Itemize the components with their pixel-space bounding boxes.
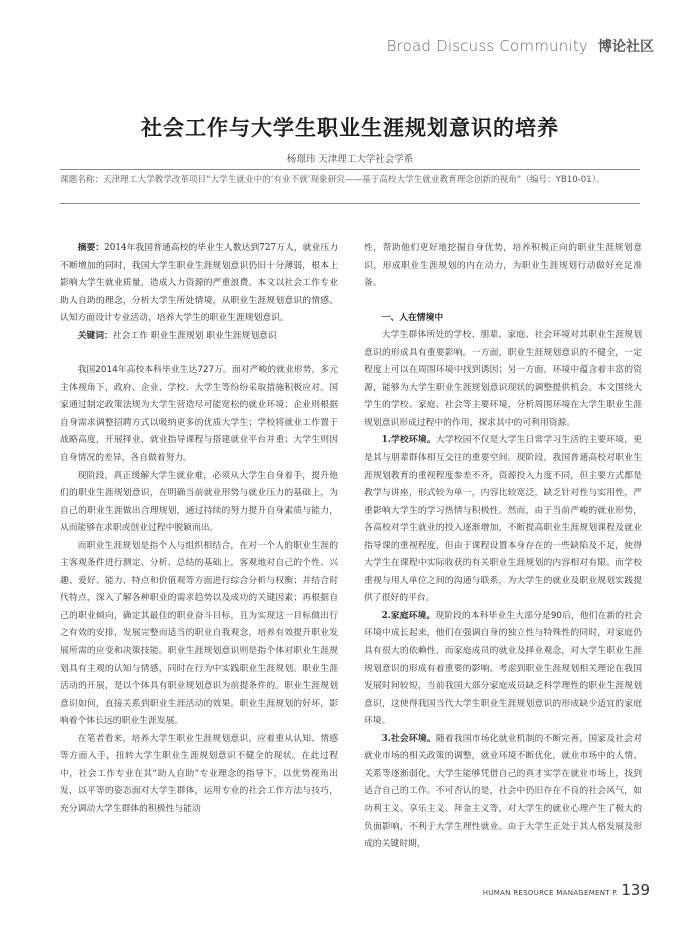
keywords-line <box>60 328 338 346</box>
society-text: 随着我国市场化就业机制的不断完善，国家及社会对就业市场的相关政策的调整，就业环境不断优化，就业市场中的人情、关系等逐渐弱化，大学生能够凭借自己的真才实学在就业市场上，找到适合自己的工作。不可否认的是，社会中仍旧存在不良的社会风气，如功利主义、享乐主义、拜金主义等，对大学生的就业心理产生了极大的负面影响，不利于大学生理性就业。由于大学生正处于其人格发展及形成的关键时期， <box>364 733 642 850</box>
society-lead: 3.社会环境。 <box>381 733 436 744</box>
body-paragraph: 现阶段，真正缓解大学生就业难，必须从大学生自身着手，提升他们的职业生涯规划意识，在明确当前就业形势与就业压力的基础上，为自己的职业生涯做出合理规划，通过持续的努力提升自身素质与能力，从而能够在求职或创业过程中脱颖而出。 <box>60 470 338 534</box>
body-paragraph: 在笔者看来，培养大学生职业生涯规划意识，应着重从认知、情感等方面入手，扭转大学生职业生涯规划意识不健全的现状。在此过程中，社会工作专业在其“助人自助”专业理念的指导下，以优势视角出发，以平等的姿态面对大学生群体，运用专业的社会工作方法与技巧，充分调动大学生群体的积极性与能动 <box>60 733 338 814</box>
header-divider-bottom <box>60 203 640 204</box>
keywords-text: 社会工作 职业生涯规划 职业生涯规划意识 <box>112 330 277 341</box>
article-title: 社会工作与大学生职业生涯规划意识的培养 <box>141 115 559 140</box>
body-paragraph: 我国2014年高校本科毕业生达727万。面对严峻的就业形势，多元主体视角下，政府、企业、学校、大学生等纷纷采取措施积极应对。国家通过制定政策法规为大学生营造尽可能宽松的就业环境；企业则根据自身需求调整招聘方式以吸纳更多的优质大学生；学校将就业工作置于战略高度，开展择业、就业指导课程与搭建就业平台并重；大学生则因自身情况的差异，各自做着努力。 <box>60 365 338 464</box>
abstract-spacer <box>60 345 338 362</box>
article-author: 杨璟玮 天津理工大学社会学系 <box>286 154 414 165</box>
header-chinese-title: 博论社区 <box>598 39 654 55</box>
section-heading: 一、人在情境中 <box>381 312 444 323</box>
body-paragraph: 而职业生涯规划是指个人与组织相结合，在对一个人的职业生涯的主客观条件进行测定、分析、总结的基础上，客观地对自己的个性、兴趣、爱好、能力、特点和价值观等方面进行综合分析与权衡；并结合时代特点，深入了解各种职业的需求趋势以及成功的关键因素；再根据自己的职业倾向，确定其最佳的职业奋斗目标，且为实现这一目标做出行之有效的安排，发展完整而适当的职业自我观念，培养有效提升职业发展所需的应变和决策技能。职业生涯规划意识则是指个体对职业生涯规划具有主观的认知与情感，同时在行为中实践职业生涯规划。职业生涯活动的开展，是以个体具有职业规划意识为前提条件的。职业生涯规划意识如何，直接关系到职业生涯活动的效果。职业生涯规划的好坏，影响着个体长远的职业生涯发展。 <box>60 540 338 727</box>
abstract-text: 2014年我国普通高校的毕业生人数达到727万人，就业压力不断增加的同时，我国大学生职业生涯规划意识仍旧十分薄弱，根本上影响大学生就业质量，造成人力资源的严重浪费。本文以社会工作专业助人自助的理念，分析大学生所处情境，从职业生涯规划意识的情感、认知方面设计专业活动，培养大学生的职业生涯规划意识。 <box>60 243 338 324</box>
header-english-title: Broad Discuss Community <box>386 37 588 55</box>
family-paragraph <box>364 608 642 731</box>
school-lead: 1.学校环境。 <box>381 435 436 446</box>
left-column <box>60 240 338 819</box>
abstract-paragraph <box>60 240 338 328</box>
footer-journal-label: HUMAN RESOURCE MANAGEMENT P. <box>482 889 619 897</box>
running-header <box>387 36 654 56</box>
school-text: 大学校园不仅是大学生日常学习生活的主要环境，更是其与朋辈群体相互交往的重要空间。现阶段，我国普通高校对职业生涯规划教育的重视程度参差不齐，资源投入力度不同，但主要方式都是教学与讲座，形式较为单一，内容比较宽泛，缺乏针对性与实用性，严重影响大学生的学习热情与积极性。然而，由于当前严峻的就业形势，各高校对学生就业的投入逐渐增加，不断提高职业生涯规划课程及就业指导课的重视程度，但由于课程设置本身存在的一些缺陷及不足，使得大学生在课程中实际收获的有关职业生涯规划的内容相对有限。而学校重视与用人单位之间的沟通与联系，为大学生的就业及职业规划实践提供了很好的平台。 <box>364 435 642 604</box>
abstract-label: 摘要： <box>77 243 105 253</box>
continuation-paragraph: 性，帮助他们更好地挖掘自身优势，培养积极正向的职业生涯规划意识，形成职业生涯规划的内在动力，为职业生涯规划行动做好充足准备。 <box>364 243 642 289</box>
school-paragraph <box>364 432 642 607</box>
section-spacer <box>364 293 642 310</box>
section-intro-paragraph: 大学生群体所处的学校、朋辈、家庭、社会环境对其职业生涯规划意识的形成具有重要影响。一方面，职业生涯规划意识的不健全，一定程度上可以在周围环境中找到诱因；另一方面，环境中蕴含着丰富的资源，能够为大学生职业生涯规划意识现状的调整提供机会。本文围绕大学生的学校、家庭、社会等主要环境，分析周围环境在大学生职业生涯规划意识形成过程中的作用，探求其中的可利用资源。 <box>364 330 642 428</box>
page-footer <box>483 881 650 899</box>
right-column <box>364 240 642 854</box>
keywords-label: 关键词： <box>77 330 113 341</box>
society-paragraph <box>364 731 642 854</box>
header-divider-top <box>60 169 640 170</box>
family-text: 现阶段的本科毕业生大部分是90后，他们在新的社会环境中成长起来，他们在强调自身的独立性与特殊性的同时，对家庭仍具有很大的依赖性，而家庭成员的就业及择业观念，对大学生职业生涯规划意识的形成有着重要的影响。考虑到职业生涯规划相关理论在我国发展时间较短，当前我国大部分家庭成员缺乏科学理性的职业生涯规划意识，这使得我国当代大学生职业生涯规划意识的形成缺少适宜的家庭环境。 <box>364 610 643 727</box>
project-note: 课题名称：天津理工大学教学改革项目“大学生就业中的‘有业不就’现象研究——基于高校大学生就业教育理念创新的视角”（编号：YB10-01）。 <box>60 175 605 185</box>
abstract-block <box>60 240 338 345</box>
family-lead: 2.家庭环境。 <box>381 610 436 621</box>
page-number: 139 <box>621 881 650 899</box>
